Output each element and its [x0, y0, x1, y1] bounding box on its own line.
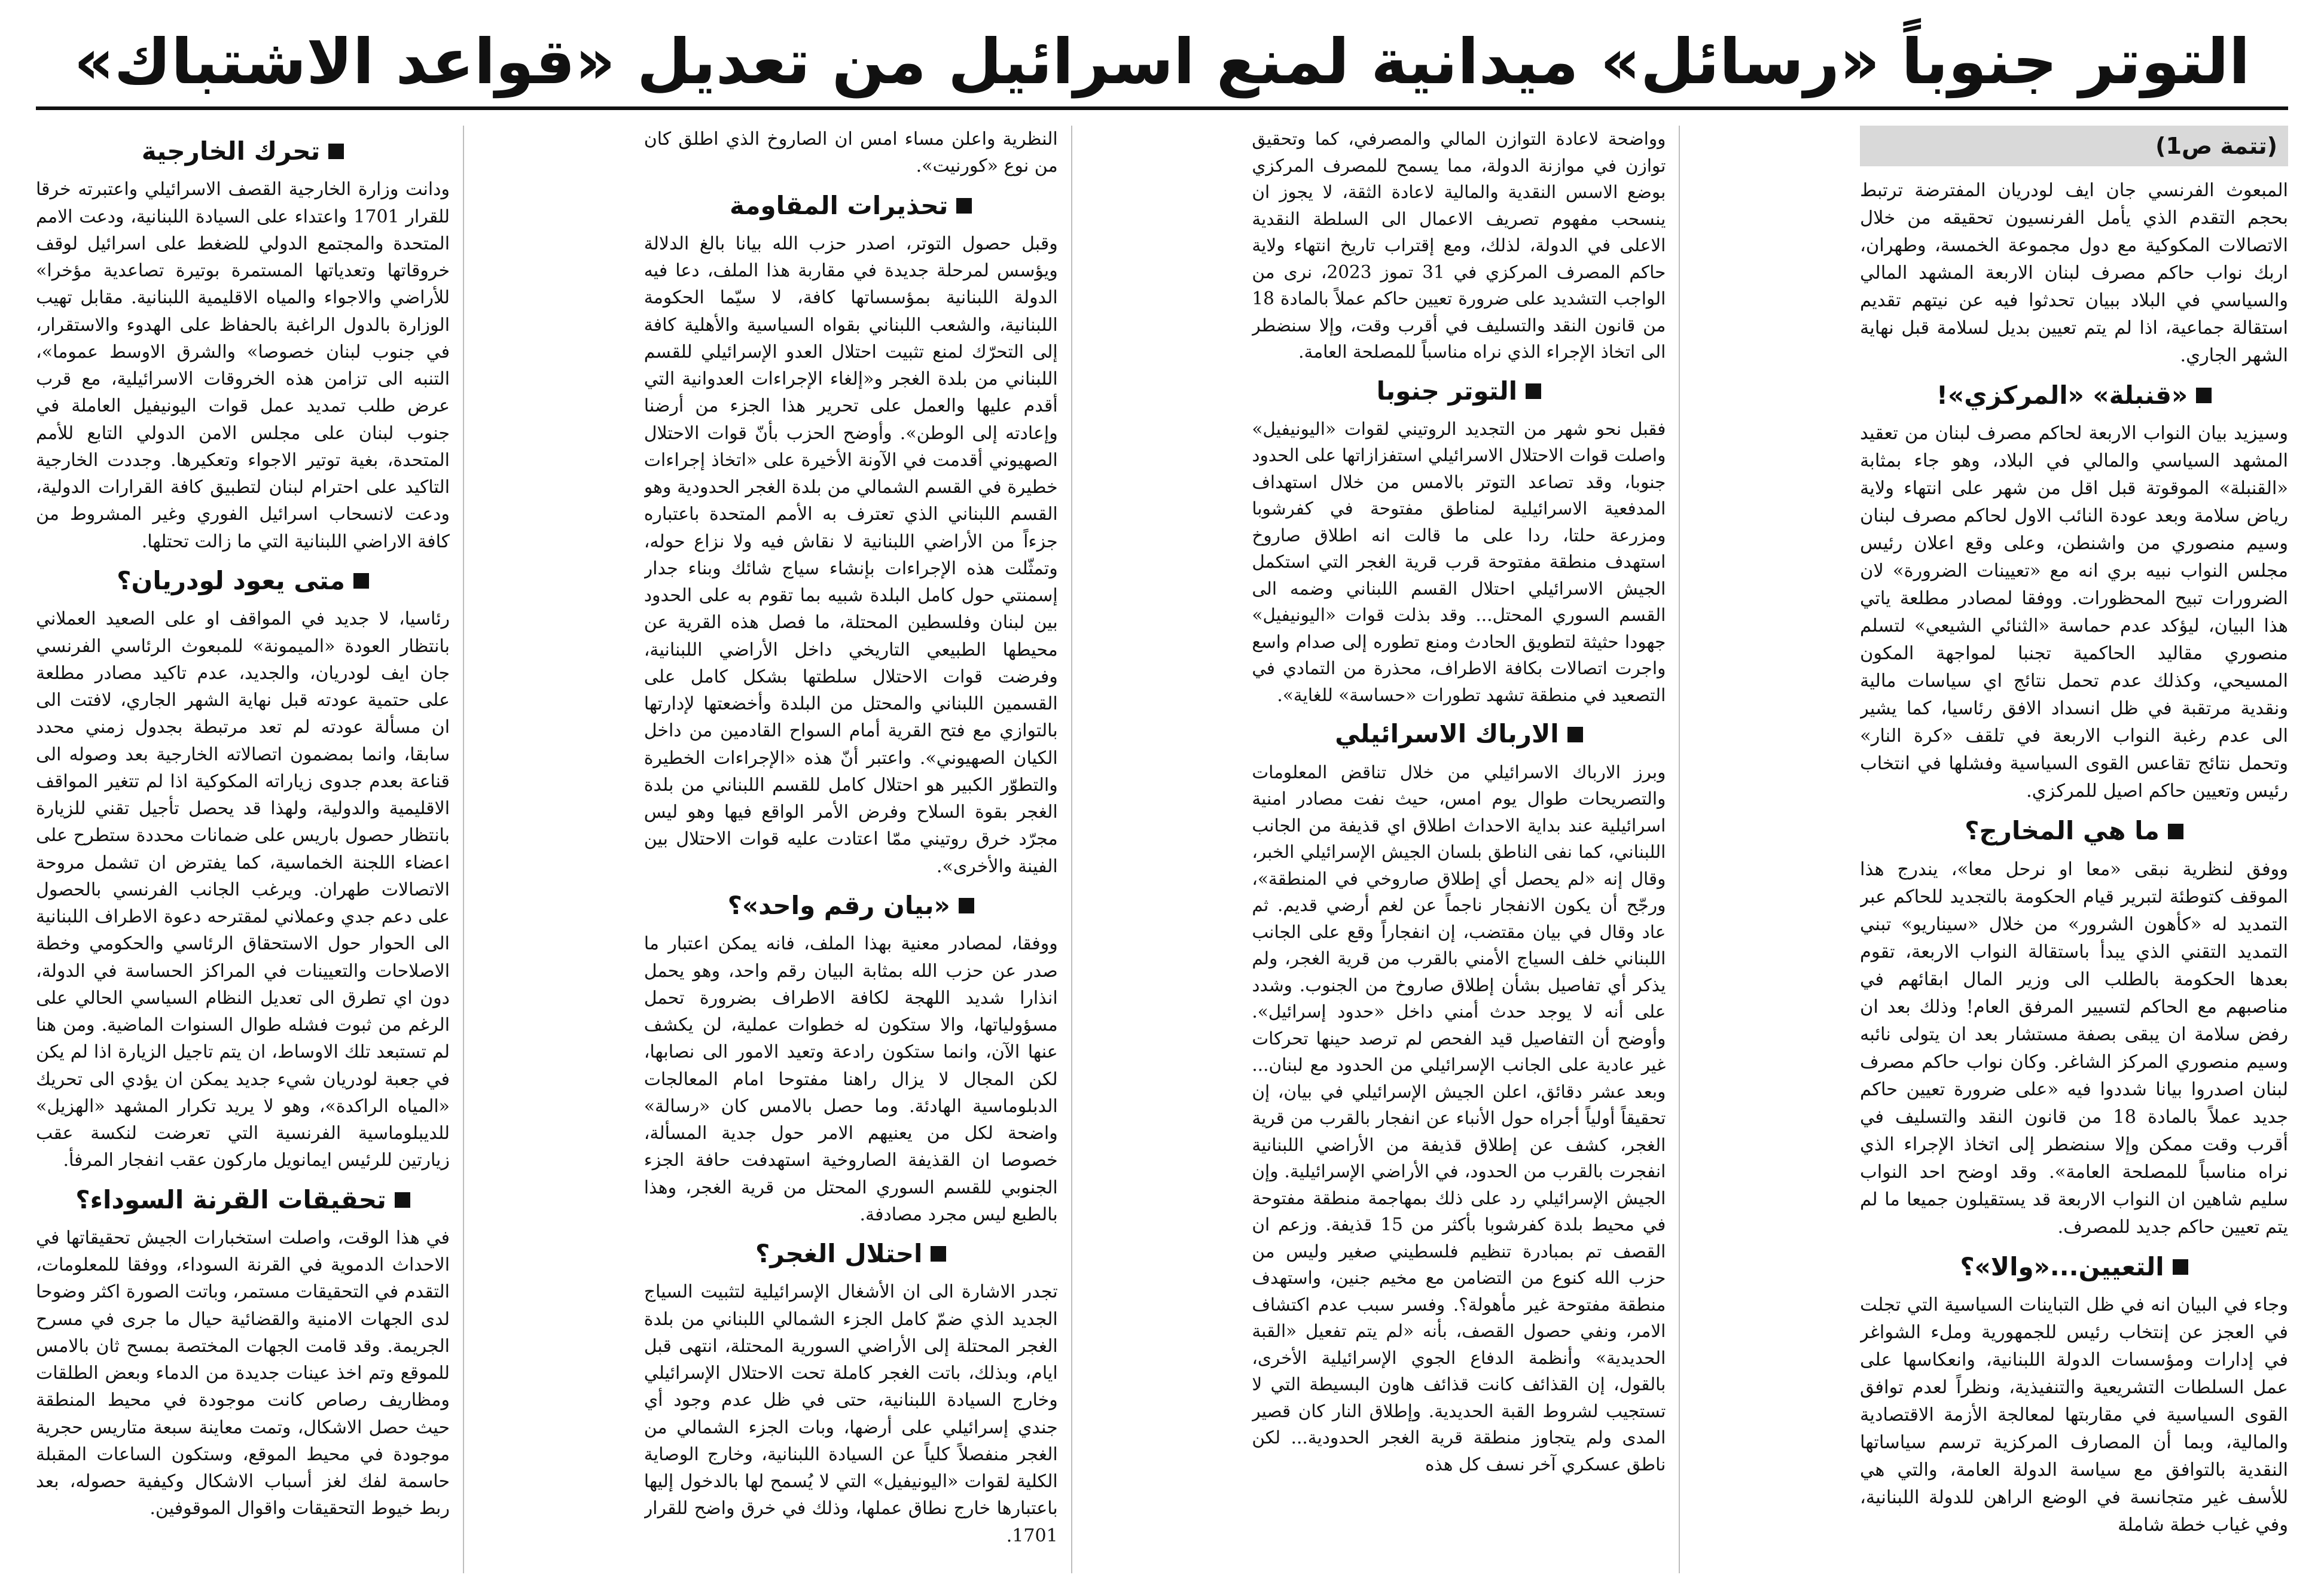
section-subheading	[1252, 376, 1666, 406]
square-bullet-icon	[959, 898, 974, 913]
section-subheading	[1252, 719, 1666, 749]
subheading-text: تحرك الخارجية	[141, 136, 321, 166]
subheading-text: «بيان رقم واحد»؟	[727, 890, 950, 920]
section-subheading	[1860, 816, 2288, 846]
continued-label: (تتمة ص1)	[1860, 126, 2288, 166]
article-paragraph: فقبل نحو شهر من التجديد الروتيني لقوات «اليونيفيل» واصلت قوات الاحتلال الاسرائيلي استفزازاتها على الحدود جنوبا، وقد تصاعد التوتر بالامس من خلال استهداف المدفعية الاسرائيلية لمناطق مفتوحة في كفرشوبا ومزرعة حلتا، ردا على ما قالت انه اطلاق صاروخ استهدف منطقة مفتوحة قرب قرية الغجر التي استكمل الجيش الاسرائيلي احتلال القسم اللبناني وضمه الى القسم السوري المحتل... وقد بذلت قوات «اليونيفيل» جهودا حثيثة لتطويق الحادث ومنع تطوره إلى صدام واسع واجرت اتصالات بكافة الاطراف، محذرة من التمادي في التصعيد في منطقة تشهد تطورات «حساسة» للغاية».	[1252, 418, 1666, 705]
headline-bar	[36, 17, 2288, 110]
article-paragraph: وبرز الارباك الاسرائيلي من خلال تناقض المعلومات والتصريحات طوال يوم امس، حيث نفت مصادر امنية اسرائيلية عند بداية الاحداث اطلاق اي قذيفة من الجانب اللبناني، كما نفى الناطق بلسان الجيش الإسرائيلي الخبر، وقال إنه «لم يحصل أي إطلاق صاروخي في المنطقة»، ورجّح أن يكون الانفجار ناجماً عن لغم أرضي قديم. ثم عاد وقال في بيان مقتضب، إن انفجاراً وقع على الجانب اللبناني خلف السياج الأمني بالقرب من قرية الغجر، ولم يذكر أي تفاصيل بشأن إطلاق صاروخ من الجنوب. وشدد على أنه لا يوجد حدث أمني داخل «حدود إسرائيل». وأوضح أن التفاصيل قيد الفحص لم ترصد حينها تحركات غير عادية على الجانب الإسرائيلي من الحدود مع لبنان... وبعد عشر دقائق، اعلن الجيش الإسرائيلي في بيان، إن تحقيقاً أولياً أجراه حول الأنباء عن انفجار بالقرب من قرية الغجر، كشف عن إطلاق قذيفة من الأراضي اللبنانية انفجرت بالقرب من الحدود، في الأراضي الإسرائيلية. وإن الجيش الإسرائيلي رد على ذلك بمهاجمة منطقة مفتوحة في محيط بلدة كفرشوبا بأكثر من 15 قذيفة. وزعم ان القصف تم بمبادرة تنظيم فلسطيني صغير وليس من حزب الله كنوع من التضامن مع مخيم جنين، واستهدف منطقة مفتوحة غير مأهولة؟. وفسر سبب عدم اكتشاف الامر، ونفي حصول القصف، بأنه «لم يتم تفعيل «القبة الحديدية» وأنظمة الدفاع الجوي الإسرائيلية الأخرى، بالقول، إن القذائف كانت قذائف هاون البسيطة التي لا تستجيب لشروط القبة الحديدية. وإطلاق النار كان قصير المدى ولم يتجاوز منطقة قرية الغجر الحدودية... لكن ناطق عسكري آخر نسف كل هذه	[1252, 762, 1666, 1475]
article-paragraph: النظرية واعلن مساء امس ان الصاروخ الذي اطلق كان من نوع «كورنيت».	[643, 129, 1058, 177]
subheading-text: احتلال الغجر؟	[755, 1239, 923, 1269]
subheading-text: التوتر جنوبا	[1376, 376, 1518, 406]
article-paragraph: ووفقا، لمصادر معنية بهذا الملف، فانه يمكن اعتبار ما صدر عن حزب الله بمثابة البيان رقم واحد، وهو يحمل انذارا شديد اللهجة لكافة الاطراف بضرورة تحمل مسؤولياتها، والا ستكون له خطوات عملية، لن يكشف عنها الآن، وانما ستكون رادعة وتعيد الامور الى نصابها، لكن المجال لا يزال راهنا مفتوحا امام المعالجات الدبلوماسية الهادئة. وما حصل بالامس كان «رسالة» واضحة لكل من يعنيهم الامر حول جدية المسألة، خصوصا ان القذيفة الصاروخية استهدفت حافة الجزء الجنوبي للقسم السوري المحتل من قرية الغجر، وهذا بالطبع ليس مجرد مصادفة.	[643, 933, 1058, 1225]
article-paragraph: في هذا الوقت، واصلت استخبارات الجيش تحقيقاتها في الاحداث الدموية في القرنة السوداء، ووفقا للمعلومات، التقدم في التحقيقات مستمر، وباتت الصورة اكثر وضوحا لدى الجهات الامنية والقضائية حيال ما جرى في مسرح الجريمة. وقد قامت الجهات المختصة بمسح ثان بالامس للموقع وتم اخذ عينات جديدة من الدماء وبعض الطلقات ومظاريف رصاص كانت موجودة في محيط المنطقة حيث حصل الاشكال، وتمت معاينة سبعة متاريس حجرية موجودة في محيط الموقع، وستكون الساعات المقبلة حاسمة لفك لغز أسباب الاشكال وكيفية حصوله، بعد ربط خيوط التحقيقات واقوال الموقوفين.	[36, 1227, 450, 1519]
article-column	[36, 126, 464, 1573]
article-column	[1252, 126, 1680, 1573]
section-subheading	[1860, 380, 2288, 410]
square-bullet-icon	[931, 1246, 946, 1262]
section-subheading	[36, 566, 450, 596]
section-subheading	[644, 191, 1058, 221]
square-bullet-icon	[1526, 383, 1541, 399]
article-paragraph: وقبل حصول التوتر، اصدر حزب الله بيانا بالغ الدلالة ويؤسس لمرحلة جديدة في مقاربة هذا الملف، دعا فيه الدولة اللبنانية بمؤسساتها كافة، لا سيّما الحكومة اللبنانية، والشعب اللبناني بقواه السياسية والأهلية كافة إلى التحرّك لمنع تثبيت احتلال العدو الإسرائيلي للقسم اللبناني من بلدة الغجر و«إلغاء الإجراءات العدوانية التي أقدم عليها والعمل على تحرير هذا الجزء من أرضنا وإعادته إلى الوطن». وأوضح الحزب بأنّ قوات الاحتلال الصهيوني أقدمت في الآونة الأخيرة على «اتخاذ إجراءات خطيرة في القسم الشمالي من بلدة الغجر الحدودية وهو القسم اللبناني الذي تعترف به الأمم المتحدة باعتباره جزءاً من الأراضي اللبنانية لا نقاش فيه ولا نزاع حوله، وتمثّلت هذه الإجراءات بإنشاء سياج شائك وبناء جدار إسمنتي حول كامل البلدة شبيه بما تقوم به على الحدود بين لبنان وفلسطين المحتلة، ما فصل هذه القرية عن محيطها الطبيعي التاريخي داخل الأراضي اللبنانية، وفرضت قوات الاحتلال سلطتها بشكل كامل على القسمين اللبناني والمحتل من البلدة وأخضعتها لإدارتها بالتوازي مع فتح القرية أمام السواح القادمين من داخل الكيان الصهيوني». واعتبر أنّ هذه «الإجراءات الخطيرة والتطوّر الكبير هو احتلال كامل للقسم اللبناني من بلدة الغجر بقوة السلاح وفرض الأمر الواقع فيها وهو ليس مجرّد خرق روتيني ممّا اعتادت عليه قوات الاحتلال بين الفينة والأخرى».	[643, 233, 1058, 877]
section-subheading	[644, 1239, 1058, 1269]
square-bullet-icon	[2168, 824, 2183, 839]
subheading-text: تحقيقات القرنة السوداء؟	[75, 1184, 386, 1214]
article-columns	[36, 126, 2288, 1573]
article-paragraph: وواضحة لاعادة التوازن المالي والمصرفي، كما وتحقيق توازن في موازنة الدولة، مما يسمح للمصرف المركزي بوضع الاسس النقدية والمالية لاعادة الثقة، لا يجوز ان ينسحب مفهوم تصريف الاعمال الى السلطة النقدية الاعلى في الدولة، لذلك، ومع إقتراب تاريخ انتهاء ولاية حاكم المصرف المركزي في 31 تموز 2023، نرى من الواجب التشديد على ضرورة تعيين حاكم عملاً بالمادة 18 من قانون النقد والتسليف في أقرب وقت، وإلا سنضطر الى اتخاذ الإجراء الذي نراه مناسباً للمصلحة العامة.	[1252, 129, 1666, 362]
section-subheading	[1860, 1252, 2288, 1282]
square-bullet-icon	[2196, 388, 2212, 403]
section-subheading	[36, 1185, 450, 1215]
subheading-text: «قنبلة» «المركزي»!	[1936, 380, 2188, 410]
subheading-text: ما هي المخارج؟	[1965, 816, 2160, 846]
square-bullet-icon	[2173, 1259, 2188, 1275]
article-paragraph: ودانت وزارة الخارجية القصف الاسرائيلي واعتبرته خرقا للقرار 1701 واعتداء على السيادة اللبنانية، ودعت الامم المتحدة والمجتمع الدولي للضغط على اسرائيل لوقف خروقاتها وتعدياتها المستمرة بوتيرة تصاعدية مؤخرا» للأراضي والاجواء والمياه الاقليمية اللبنانية. مقابل تهيب الوزارة بالدول الراغبة بالحفاظ على الهدوء والاستقرار، في جنوب لبنان خصوصا» والشرق الاوسط عموما»، التنبه الى تزامن هذه الخروقات الاسرائيلية، مع قرب عرض طلب تمديد عمل قوات اليونيفيل العاملة في جنوب لبنان على مجلس الامن الدولي التابع للأمم المتحدة، بغية توتير الاجواء وتعكيرها. وجددت الخارجية التاكيد على احترام لبنان لتطبيق كافة القرارات الدولية، ودعت لانسحاب اسرائيل الفوري وغير المشروط من كافة الاراضي اللبنانية التي ما زالت تحتلها.	[36, 179, 450, 552]
article-paragraph: رئاسيا، لا جديد في المواقف او على الصعيد العملاني بانتظار العودة «الميمونة» للمبعوث الرئاسي الفرنسي جان ايف لودريان، والجديد، عدم تاكيد مصادر مطلعة على حتمية عودته قبل نهاية الشهر الجاري، لافتت الى ان مسألة عودته لم تعد مرتبطة بجدول زمني محدد سابقا، وانما بمضمون اتصالاته الخارجية بعد وصوله الى قناعة بعدم جدوى زياراته المكوكية اذا لم تتغير المواقف الاقليمية والدولية، ولهذا قد يحصل تأجيل تقني للزيارة بانتظار حصول باريس على ضمانات محددة ستطرح على اعضاء اللجنة الخماسية، كما يفترض ان تشمل مروحة الاتصالات طهران. ويرغب الجانب الفرنسي بالحصول على دعم جدي وعملاني لمقترحه دعوة الاطراف اللبنانية الى الحوار حول الاستحقاق الرئاسي والحكومي وخطة الاصلاحات والتعيينات في المراكز الحساسة في الدولة، دون اي تطرق الى تعديل النظام السياسي الحالي على الرغم من ثبوت فشله طوال السنوات الماضية. ومن هنا لم تستبعد تلك الاوساط، ان يتم تاجيل الزيارة اذا لم يكن في جعبة لودريان شيء جديد يمكن ان يؤدي الى تحريك «المياه الراكدة»، وهو لا يريد تكرار المشهد «الهزيل» للديبلوماسية الفرنسية التي تعرضت لنكسة عقب زيارتين للرئيس ايمانويل ماركون عقب انفجار المرفأ.	[36, 608, 450, 1171]
headline: التوتر جنوباً «رسائل» ميدانية لمنع اسرائيل من تعديل «قواعد الاشتباك»	[74, 25, 2250, 98]
article-paragraph: المبعوث الفرنسي جان ايف لودريان المفترضة ترتبط بحجم التقدم الذي يأمل الفرنسيون تحقيقه من خلال الاتصالات المكوكية مع دول مجموعة الخمسة، وطهران، اربك نواب حاكم مصرف لبنان الاربعة المشهد المالي والسياسي في البلاد ببيان تحدثوا فيه عن نيتهم تقديم استقالة جماعية، اذا لم يتم تعيين بديل لسلامة قبل نهاية الشهر الجاري.	[1860, 180, 2288, 366]
section-subheading	[644, 891, 1058, 921]
article-paragraph: وسيزيد بيان النواب الاربعة لحاكم مصرف لبنان من تعقيد المشهد السياسي والمالي في البلاد، وهو جاء بمثابة «القنبلة» الموقوتة قبل اقل من شهر على انتهاء ولاية رياض سلامة وبعد عودة النائب الاول لحاكم مصرف لبنان وسيم منصوري من واشنطن، وعلى وقع اعلان رئيس مجلس النواب نبيه بري انه مع «تعيينات الضرورة» لان الضرورات تبيح المحظورات. ووفقا لمصادر مطلعة ياتي هذا البيان، ليؤكد عدم حماسة «الثنائي الشيعي» لتسلم منصوري مقاليد الحاكمية تجنبا لمواجهة المكون المسيحي، وكذلك عدم تحمل نتائج اي سياسات مالية ونقدية مرتقبة في ظل انسداد الافق رئاسيا، كما يشير الى عدم رغبة النواب الاربعة في تلقف «كرة النار» وتحمل نتائج تقاعس القوى السياسية وفشلها في انتخاب رئيس وتعيين حاكم اصيل للمركزي.	[1860, 423, 2288, 802]
subheading-text: الارباك الاسرائيلي	[1335, 719, 1559, 749]
square-bullet-icon	[956, 198, 972, 214]
subheading-text: التعيين...«والا»؟	[1960, 1251, 2164, 1281]
square-bullet-icon	[1567, 727, 1583, 742]
subheading-text: متى يعود لودريان؟	[117, 565, 345, 595]
square-bullet-icon	[328, 144, 344, 159]
article-column	[644, 126, 1072, 1573]
article-paragraph: تجدر الاشارة الى ان الأشغال الإسرائيلية لتثبيت السياج الجديد الذي ضمّ كامل الجزء الشمالي اللبناني من بلدة الغجر المحتلة إلى الأراضي السورية المحتلة، انتهى قبل ايام، وبذلك، باتت الغجر كاملة تحت الاحتلال الإسرائيلي وخارج السيادة اللبنانية، حتى في ظل عدم وجود أي جندي إسرائيلي على أرضها، وبات الجزء الشمالي من الغجر منفصلاً كلياً عن السيادة اللبنانية، وخارج الوصاية الكلية لقوات «اليونيفيل» التي لا يُسمح لها بالدخول إليها باعتبارها خارج نطاق عملها، وذلك في خرق واضح للقرار 1701.	[643, 1281, 1058, 1546]
article-column	[1860, 126, 2288, 1573]
square-bullet-icon	[353, 573, 369, 589]
square-bullet-icon	[395, 1192, 410, 1208]
subheading-text: تحذيرات المقاومة	[730, 190, 948, 220]
article-paragraph: ووفق لنظرية نبقى «معا او نرحل معا»، يندرج هذا الموقف كتوطئة لتبرير قيام الحكومة بالتجديد للحاكم عبر التمديد له «كأهون الشرور» من خلال «سيناريو» تبني التمديد التقني الذي يبدأ باستقالة النواب الاربعة، تقوم بعدها الحكومة بالطلب الى وزير المال ابقائهم في مناصبهم مع الحاكم لتسيير المرفق العام! وذلك بعد ان رفض سلامة ان يبقى بصفة مستشار بعد ان يتولى نائبه وسيم منصوري المركز الشاغر. وكان نواب حاكم مصرف لبنان اصدروا بيانا شددوا فيه «على ضرورة تعيين حاكم جديد عملاً بالمادة 18 من قانون النقد والتسليف في أقرب وقت ممكن وإلا سنضطر إلى اتخاذ الإجراء الذي نراه مناسباً للمصلحة العامة». وقد اوضح احد النواب سليم شاهين ان النواب الاربعة قد يستقيلون جميعا ما لم يتم تعيين حاكم جديد للمصرف.	[1860, 858, 2288, 1238]
article-paragraph: وجاء في البيان انه في ظل التباينات السياسية التي تجلت في العجز عن إنتخاب رئيس للجمهورية وملء الشواغر في إدارات ومؤسسات الدولة اللبنانية، وانعكاسها على عمل السلطات التشريعية والتنفيذية، ونظراً لعدم توافق القوى السياسية في مقاربتها لمعالجة الأزمة الاقتصادية والمالية، وبما أن المصارف المركزية ترسم سياساتها النقدية بالتوافق مع سياسة الدولة العامة، والتي هي للأسف غير متجانسة في الوضع الراهن للدولة اللبنانية، وفي غياب خطة شاملة	[1860, 1295, 2288, 1536]
section-subheading	[36, 136, 450, 166]
